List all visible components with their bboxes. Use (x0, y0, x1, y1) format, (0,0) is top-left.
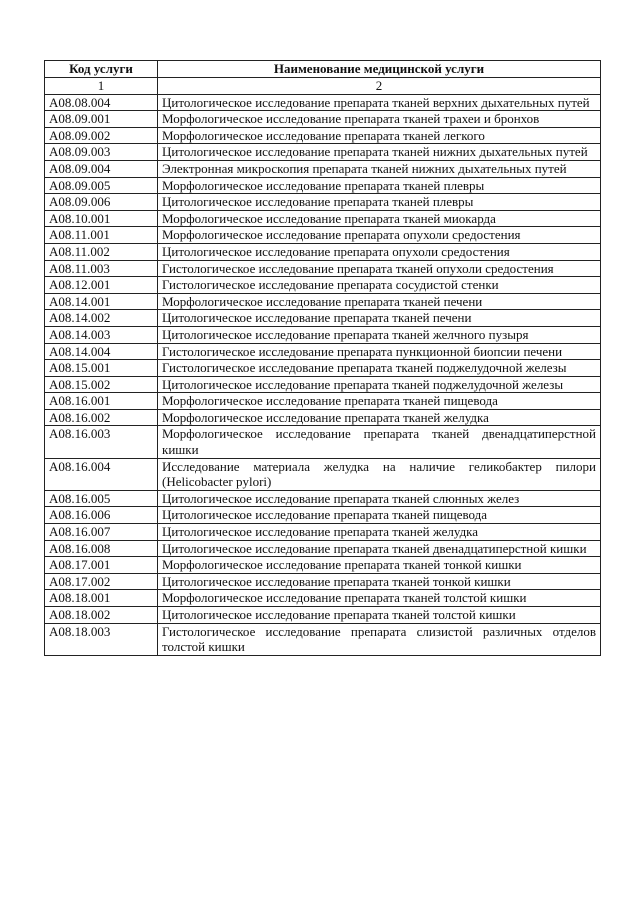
table-row (45, 540, 601, 557)
service-name: Цитологическое исследование препарата тканей нижних дыхательных путей (158, 144, 601, 161)
service-code: A08.09.005 (45, 177, 158, 194)
service-name: Цитологическое исследование препарата тканей верхних дыхательных путей (158, 94, 601, 111)
service-code: A08.18.003 (45, 623, 158, 655)
service-name: Морфологическое исследование препарата тканей тонкой кишки (158, 557, 601, 574)
service-code: A08.09.006 (45, 194, 158, 211)
service-name: Цитологическое исследование препарата тканей слюнных желез (158, 490, 601, 507)
table-row (45, 310, 601, 327)
service-name: Электронная микроскопия препарата тканей нижних дыхательных путей (158, 160, 601, 177)
table-row (45, 409, 601, 426)
table-row (45, 194, 601, 211)
service-code: A08.10.001 (45, 210, 158, 227)
service-code: A08.15.001 (45, 360, 158, 377)
service-code: A08.09.004 (45, 160, 158, 177)
service-code: A08.16.002 (45, 409, 158, 426)
service-name: Цитологическое исследование препарата тканей поджелудочной железы (158, 376, 601, 393)
service-code: A08.09.003 (45, 144, 158, 161)
table-row (45, 426, 601, 458)
table-row (45, 607, 601, 624)
service-name: Морфологическое исследование препарата тканей толстой кишки (158, 590, 601, 607)
service-name: Морфологическое исследование препарата тканей желудка (158, 409, 601, 426)
service-name: Морфологическое исследование препарата тканей трахеи и бронхов (158, 111, 601, 128)
table-row (45, 326, 601, 343)
service-code: A08.14.001 (45, 293, 158, 310)
table-row (45, 293, 601, 310)
table-row (45, 144, 601, 161)
service-name: Морфологическое исследование препарата тканей двенадцатиперстной кишки (158, 426, 601, 458)
service-name: Цитологическое исследование препарата тканей желчного пузыря (158, 326, 601, 343)
table-row (45, 277, 601, 294)
service-code: A08.16.003 (45, 426, 158, 458)
service-code: A08.16.006 (45, 507, 158, 524)
service-name: Гистологическое исследование препарата сосудистой стенки (158, 277, 601, 294)
table-row (45, 260, 601, 277)
service-code: A08.14.003 (45, 326, 158, 343)
table-row (45, 127, 601, 144)
service-code: A08.11.002 (45, 243, 158, 260)
service-name: Цитологическое исследование препарата тканей тонкой кишки (158, 573, 601, 590)
table-row (45, 573, 601, 590)
service-name: Цитологическое исследование препарата тканей двенадцатиперстной кишки (158, 540, 601, 557)
table-body (45, 94, 601, 655)
service-code: A08.17.001 (45, 557, 158, 574)
header-code: Код услуги (45, 61, 158, 78)
table-header-row (45, 61, 601, 78)
service-name: Цитологическое исследование препарата тканей плевры (158, 194, 601, 211)
service-code: A08.11.003 (45, 260, 158, 277)
service-code: A08.09.001 (45, 111, 158, 128)
column-number-row (45, 78, 601, 95)
service-name: Морфологическое исследование препарата тканей пищевода (158, 393, 601, 410)
service-code: A08.16.004 (45, 458, 158, 490)
table-row (45, 111, 601, 128)
table-row (45, 160, 601, 177)
table-row (45, 393, 601, 410)
table-row (45, 210, 601, 227)
service-name: Цитологическое исследование препарата опухоли средостения (158, 243, 601, 260)
table-row (45, 458, 601, 490)
table-row (45, 177, 601, 194)
service-code: A08.16.001 (45, 393, 158, 410)
service-code: A08.16.008 (45, 540, 158, 557)
table-row (45, 557, 601, 574)
service-name: Цитологическое исследование препарата тканей печени (158, 310, 601, 327)
table-row (45, 623, 601, 655)
column-number-name: 2 (158, 78, 601, 95)
table-row (45, 376, 601, 393)
service-name: Морфологическое исследование препарата опухоли средостения (158, 227, 601, 244)
service-code: A08.12.001 (45, 277, 158, 294)
service-name: Морфологическое исследование препарата тканей плевры (158, 177, 601, 194)
service-name: Гистологическое исследование препарата слизистой различных отделов толстой кишки (158, 623, 601, 655)
service-code: A08.16.007 (45, 524, 158, 541)
table-row (45, 360, 601, 377)
service-name: Морфологическое исследование препарата тканей миокарда (158, 210, 601, 227)
service-name: Исследование материала желудка на наличие геликобактер пилори (Helicobacter pylori) (158, 458, 601, 490)
service-code: A08.08.004 (45, 94, 158, 111)
table-row (45, 343, 601, 360)
service-code: A08.09.002 (45, 127, 158, 144)
table-row (45, 524, 601, 541)
table-row (45, 590, 601, 607)
table-row (45, 243, 601, 260)
table-row (45, 490, 601, 507)
service-name: Цитологическое исследование препарата тканей желудка (158, 524, 601, 541)
table-row (45, 227, 601, 244)
service-name: Гистологическое исследование препарата пункционной биопсии печени (158, 343, 601, 360)
service-code: A08.14.002 (45, 310, 158, 327)
service-code: A08.11.001 (45, 227, 158, 244)
service-name: Цитологическое исследование препарата тканей пищевода (158, 507, 601, 524)
service-name: Цитологическое исследование препарата тканей толстой кишки (158, 607, 601, 624)
service-name: Морфологическое исследование препарата тканей печени (158, 293, 601, 310)
table-row (45, 94, 601, 111)
service-name: Гистологическое исследование препарата тканей опухоли средостения (158, 260, 601, 277)
service-code: A08.16.005 (45, 490, 158, 507)
service-code: A08.18.001 (45, 590, 158, 607)
column-number-code: 1 (45, 78, 158, 95)
table-row (45, 507, 601, 524)
service-code: A08.18.002 (45, 607, 158, 624)
service-name: Морфологическое исследование препарата тканей легкого (158, 127, 601, 144)
service-code: A08.14.004 (45, 343, 158, 360)
service-code: A08.17.002 (45, 573, 158, 590)
header-name: Наименование медицинской услуги (158, 61, 601, 78)
service-code: A08.15.002 (45, 376, 158, 393)
service-name: Гистологическое исследование препарата тканей поджелудочной железы (158, 360, 601, 377)
medical-services-table (44, 60, 601, 656)
